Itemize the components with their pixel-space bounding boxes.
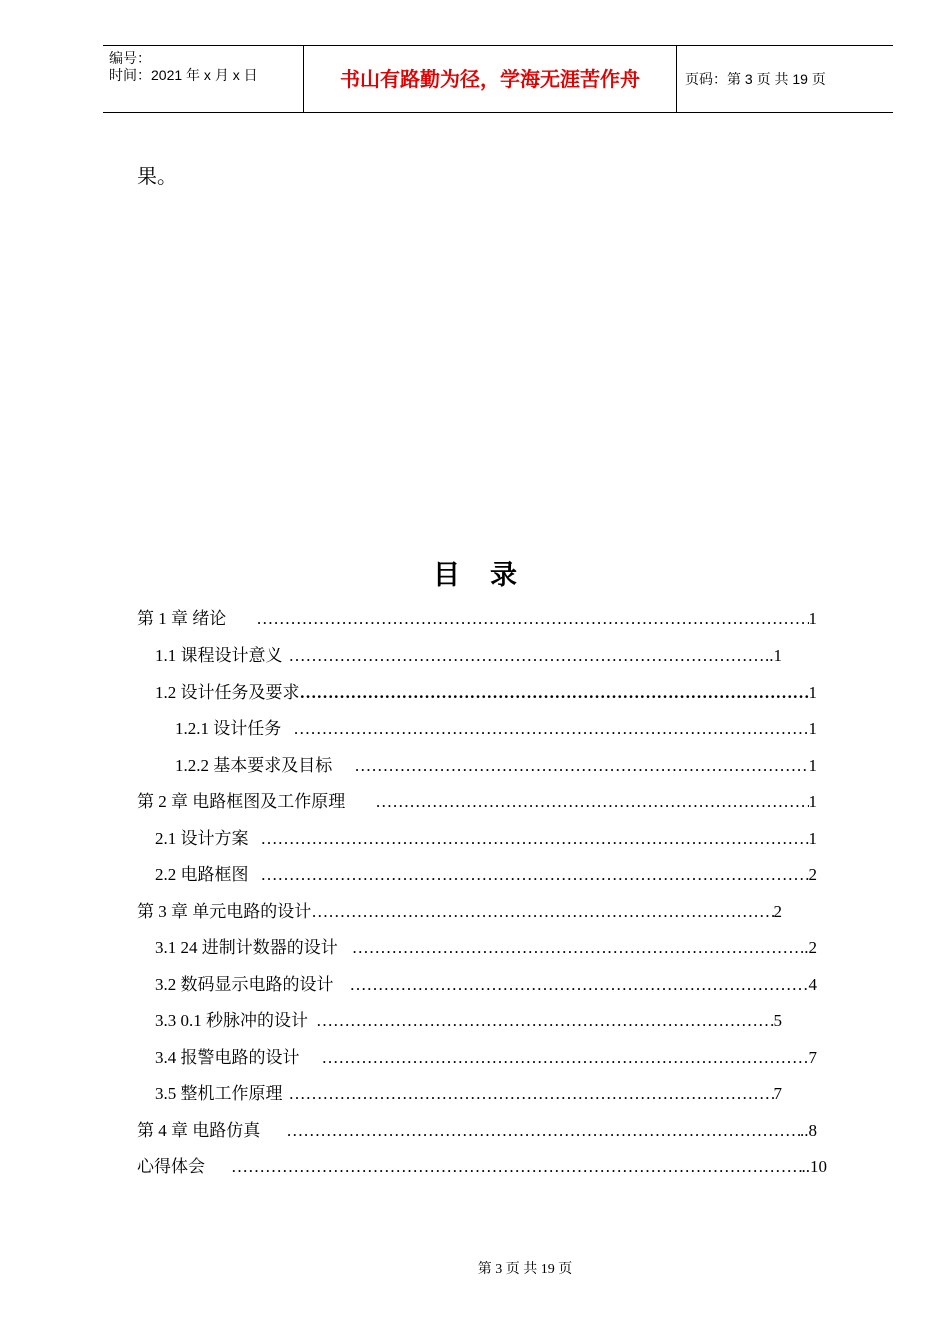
toc-leader — [249, 865, 809, 885]
toc-entry[interactable] — [155, 860, 817, 896]
toc-entry-page: 1 — [808, 609, 817, 628]
toc-entry-page: ..8 — [800, 1121, 817, 1140]
toc-leader — [281, 719, 808, 739]
toc-leader — [283, 1084, 774, 1104]
toc-entry[interactable] — [137, 1116, 817, 1152]
toc-leader — [332, 756, 808, 776]
toc-entry-label: 3.1 24 进制计数器的设计 — [155, 938, 338, 957]
page-footer: 第 3 页 共 19 页 — [477, 1262, 573, 1277]
toc-entry-label: 第 3 章 单元电路的设计 — [137, 902, 312, 921]
toc-leader — [338, 938, 800, 958]
toc-entry-page: 1 — [808, 683, 817, 702]
toc-entry-page: 4 — [808, 975, 817, 994]
toc-entry-page: 1 — [808, 829, 817, 848]
toc-entry-label: 第 1 章 绪论 — [137, 609, 227, 628]
toc-entry[interactable] — [155, 641, 782, 677]
body-text: 果。 — [137, 164, 177, 188]
toc-leader — [334, 975, 809, 995]
toc-entry-label: 1.2 设计任务及要求 — [155, 683, 300, 702]
toc-entry-label: 3.3 0.1 秒脉冲的设计 — [155, 1011, 308, 1030]
header-meta — [103, 46, 304, 112]
toc-leader — [260, 1121, 800, 1141]
toc-entry-page: 1 — [808, 756, 817, 775]
toc-entry[interactable] — [155, 933, 817, 969]
toc-leader — [308, 1011, 774, 1031]
toc-entry-page: 7 — [773, 1084, 782, 1103]
toc-entry-label: 2.2 电路框图 — [155, 865, 249, 884]
toc-entry[interactable] — [155, 678, 817, 714]
toc-entry-page: ..10 — [801, 1157, 827, 1176]
date-label: 时间：2021 年 x 月 x 日 — [109, 67, 258, 83]
toc-entry-label: 1.1 课程设计意义 — [155, 646, 283, 665]
toc-leader — [300, 1048, 809, 1068]
toc-leader — [249, 829, 809, 849]
toc-entry-label: 2.1 设计方案 — [155, 829, 249, 848]
toc-entry[interactable] — [137, 787, 817, 823]
toc-entry[interactable] — [155, 1079, 782, 1115]
toc-entry-page: 7 — [808, 1048, 817, 1067]
page-header — [103, 45, 893, 113]
toc-entry-page: 1 — [808, 719, 817, 738]
toc-entry-label: 3.4 报警电路的设计 — [155, 1048, 300, 1067]
toc-entry-label: 3.2 数码显示电路的设计 — [155, 975, 334, 994]
toc-leader — [345, 792, 808, 812]
toc-leader — [300, 683, 809, 703]
header-motto: 书山有路勤为径，学海无涯苦作舟 — [304, 46, 677, 112]
toc-entry-label: 第 4 章 电路仿真 — [137, 1121, 261, 1140]
toc-leader — [283, 646, 766, 666]
toc-leader — [226, 609, 808, 629]
toc-entry-page: 5 — [773, 1011, 782, 1030]
toc-entry-label: 心得体会 — [137, 1157, 205, 1176]
number-label: 编号： — [109, 50, 151, 66]
toc-entry[interactable] — [155, 824, 817, 860]
toc-entry[interactable] — [155, 1006, 782, 1042]
toc-entry-page: 2 — [808, 865, 817, 884]
toc-entry[interactable] — [175, 751, 817, 787]
toc-leader — [311, 902, 773, 922]
toc-entry[interactable] — [155, 1043, 817, 1079]
toc-entry-page: 1 — [808, 792, 817, 811]
toc-title: 目录 — [433, 560, 547, 591]
header-page-info: 页码：第 3 页 共 19 页 — [685, 71, 826, 87]
toc-entry-label: 1.2.2 基本要求及目标 — [175, 756, 333, 775]
toc-leader — [205, 1157, 802, 1177]
toc-entry-page: ..2 — [800, 938, 817, 957]
toc-entry[interactable] — [175, 714, 817, 750]
toc-entry-label: 第 2 章 电路框图及工作原理 — [137, 792, 346, 811]
toc-entry-page: 2 — [773, 902, 782, 921]
toc-entry-label: 3.5 整机工作原理 — [155, 1084, 283, 1103]
toc-entry-label: 1.2.1 设计任务 — [175, 719, 282, 738]
toc-entry[interactable] — [137, 1152, 827, 1188]
toc-entry[interactable] — [137, 897, 782, 933]
toc-entry-page: ..1 — [765, 646, 782, 665]
toc-entry[interactable] — [155, 970, 817, 1006]
toc-entry[interactable] — [137, 604, 817, 640]
